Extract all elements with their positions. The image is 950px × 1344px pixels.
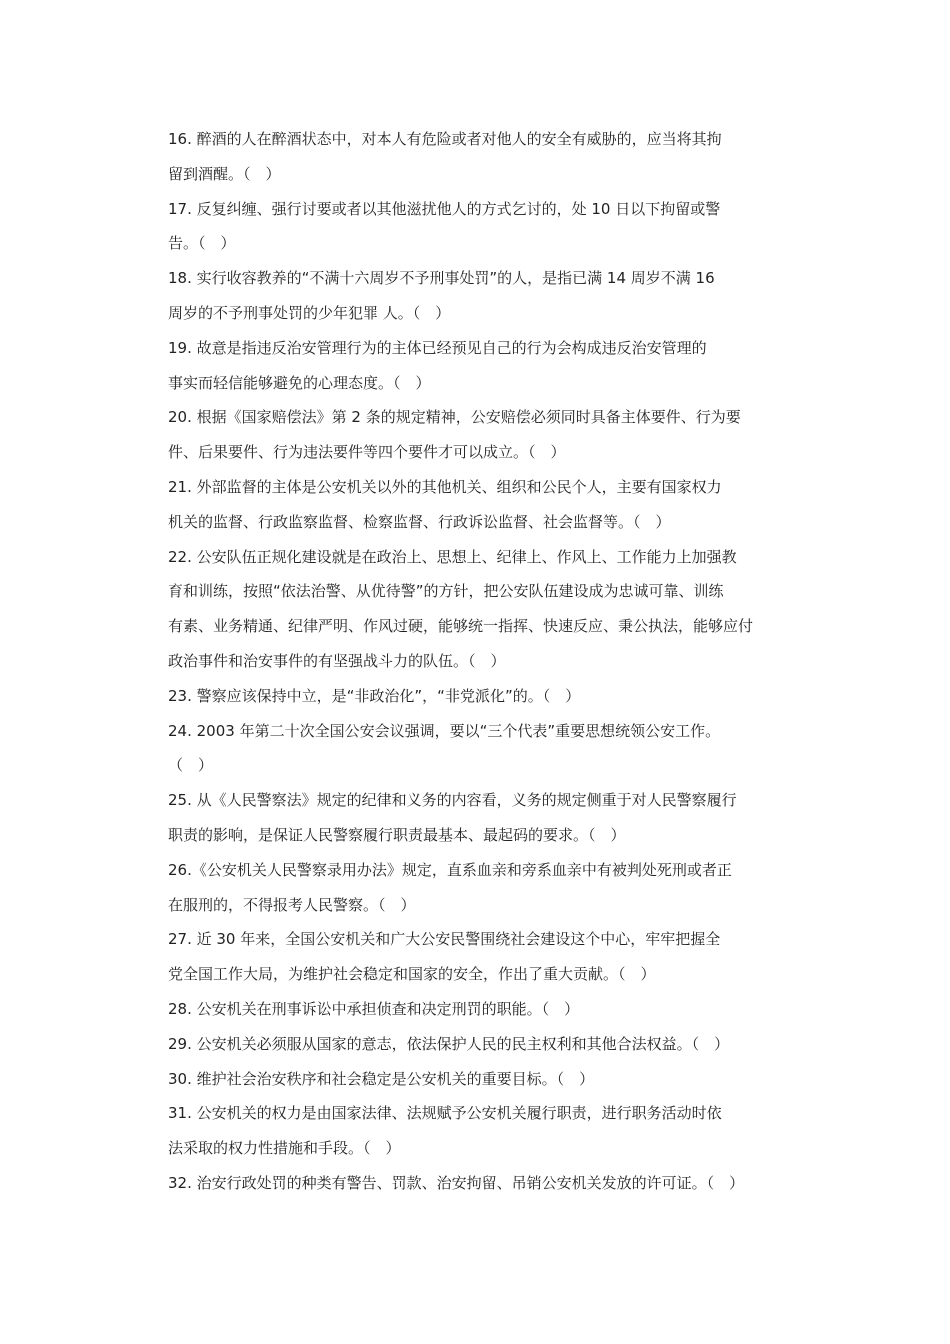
question-25 bbox=[168, 783, 800, 853]
question-line: 职责的影响，是保证人民警察履行职责最基本、最起码的要求。（ ） bbox=[168, 825, 626, 844]
question-31 bbox=[168, 1096, 800, 1166]
question-22 bbox=[168, 540, 800, 679]
question-line: 27. 近 30 年来，全国公安机关和广大公安民警围绕社会建设这个中心，牢牢把握全 bbox=[168, 930, 721, 949]
question-29 bbox=[168, 1027, 800, 1062]
question-27 bbox=[168, 922, 800, 992]
question-line: 政治事件和治安事件的有坚强战斗力的队伍。（ ） bbox=[168, 651, 506, 670]
question-line: 16. 醉酒的人在醉酒状态中，对本人有危险或者对他人的安全有威胁的，应当将其拘 bbox=[168, 130, 722, 148]
question-18 bbox=[168, 261, 800, 331]
question-line: 有素、业务精通、纪律严明、作风过硬，能够统一指挥、快速反应、秉公执法，能够应付 bbox=[168, 617, 754, 636]
question-line: 26.《公安机关人民警察录用办法》规定，直系血亲和旁系血亲中有被判处死刑或者正 bbox=[168, 860, 732, 879]
question-line: 党全国工作大局，为维护社会稳定和国家的安全，作出了重大贡献。（ ） bbox=[168, 965, 656, 984]
question-line: 育和训练，按照“依法治警、从优待警”的方针，把公安队伍建设成为忠诚可靠、训练 bbox=[168, 582, 724, 601]
document-page bbox=[168, 122, 800, 1201]
question-line: 28. 公安机关在刑事诉讼中承担侦查和决定刑罚的职能。（ ） bbox=[168, 999, 580, 1018]
question-16 bbox=[168, 122, 800, 192]
question-line: 31. 公安机关的权力是由国家法律、法规赋予公安机关履行职责，进行职务活动时依 bbox=[168, 1104, 722, 1123]
question-line: 18. 实行收容教养的“不满十六周岁不予刑事处罚”的人，是指已满 14 周岁不满 16 bbox=[168, 269, 715, 288]
question-line: 事实而轻信能够避免的心理态度。（ ） bbox=[168, 373, 431, 392]
question-line: 29. 公安机关必须服从国家的意志，依法保护人民的民主权利和其他合法权益。（ ） bbox=[168, 1034, 730, 1053]
question-line: （ ） bbox=[168, 756, 214, 775]
question-line: 21. 外部监督的主体是公安机关以外的其他机关、组织和公民个人，主要有国家权力 bbox=[168, 477, 722, 496]
question-30 bbox=[168, 1062, 800, 1097]
question-23 bbox=[168, 679, 800, 714]
question-line: 告。（ ） bbox=[168, 234, 236, 253]
question-21 bbox=[168, 470, 800, 540]
question-line: 25. 从《人民警察法》规定的纪律和义务的内容看，义务的规定侧重于对人民警察履行 bbox=[168, 791, 737, 810]
question-28 bbox=[168, 992, 800, 1027]
question-line: 机关的监督、行政监察监督、检察监督、行政诉讼监督、社会监督等。（ ） bbox=[168, 512, 671, 531]
question-line: 22. 公安队伍正规化建设就是在政治上、思想上、纪律上、作风上、工作能力上加强教 bbox=[168, 547, 737, 566]
question-17 bbox=[168, 192, 800, 262]
question-line: 19. 故意是指违反治安管理行为的主体已经预见自己的行为会构成违反治安管理的 bbox=[168, 338, 707, 357]
question-line: 24. 2003 年第二十次全国公安会议强调，要以“三个代表”重要思想统领公安工作。 bbox=[168, 721, 721, 740]
question-19 bbox=[168, 331, 800, 401]
question-32 bbox=[168, 1166, 800, 1201]
question-line: 法采取的权力性措施和手段。（ ） bbox=[168, 1139, 401, 1158]
question-line: 周岁的不予刑事处罚的少年犯罪 人。（ ） bbox=[168, 303, 451, 322]
question-line: 32. 治安行政处罚的种类有警告、罚款、治安拘留、吊销公安机关发放的许可证。（ ） bbox=[168, 1173, 745, 1192]
question-24 bbox=[168, 714, 800, 784]
question-line: 件、后果要件、行为违法要件等四个要件才可以成立。（ ） bbox=[168, 443, 566, 462]
question-line: 30. 维护社会治安秩序和社会稳定是公安机关的重要目标。（ ） bbox=[168, 1069, 595, 1088]
question-line: 在服刑的，不得报考人民警察。（ ） bbox=[168, 895, 416, 914]
question-line: 23. 警察应该保持中立，是“非政治化”，“非党派化”的。（ ） bbox=[168, 686, 581, 705]
question-line: 留到酒醒。（ ） bbox=[168, 164, 281, 183]
question-26 bbox=[168, 853, 800, 923]
question-line: 20. 根据《国家赔偿法》第 2 条的规定精神，公安赔偿必须同时具备主体要件、行为要 bbox=[168, 408, 741, 427]
question-20 bbox=[168, 400, 800, 470]
question-line: 17. 反复纠缠、强行讨要或者以其他滋扰他人的方式乞讨的，处 10 日以下拘留或警 bbox=[168, 199, 721, 218]
